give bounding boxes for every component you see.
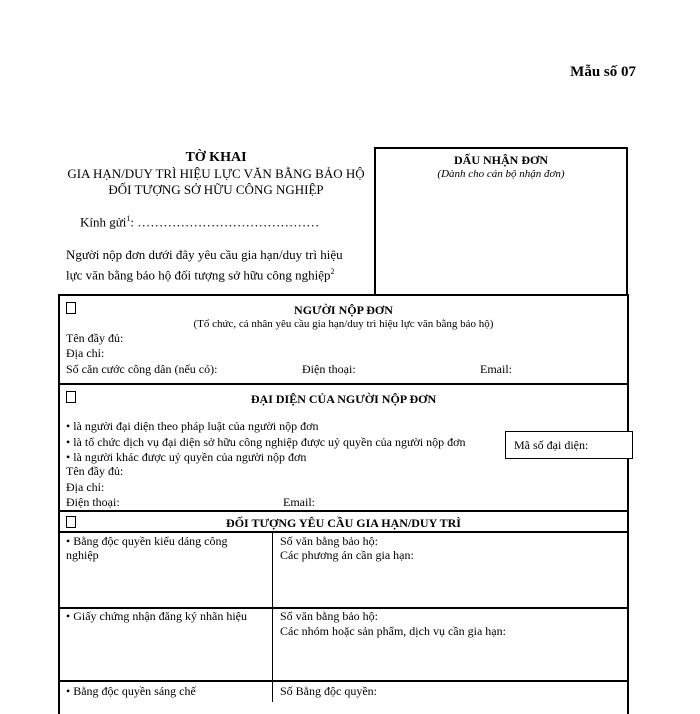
- subject-patent-number: Số Bằng độc quyền:: [280, 684, 377, 698]
- applicant-subtitle: (Tổ chức, cá nhân yêu cầu gia hạn/duy trì hiệu lực văn bằng bảo hộ): [193, 318, 494, 330]
- intro-line-1: Người nộp đơn dưới đây yêu cầu gia hạn/duy trì hiệu: [66, 247, 343, 262]
- subject-certificate-number: Số văn bằng bảo hộ:: [280, 534, 378, 548]
- representative-title: ĐẠI DIỆN CỦA NGƯỜI NỘP ĐƠN: [250, 392, 437, 406]
- subject-title: ĐỐI TƯỢNG YÊU CẦU GIA HẠN/DUY TRÌ: [226, 516, 461, 530]
- divider: [58, 294, 629, 296]
- form-frame: [58, 294, 629, 714]
- applicant-email: Email:: [480, 362, 512, 376]
- divider: [58, 531, 629, 533]
- intro-footnote: 2: [330, 267, 335, 276]
- applicant-id-number: Số căn cước công dân (nếu có):: [66, 362, 218, 376]
- applicant-title: NGƯỜI NỘP ĐƠN: [294, 303, 393, 317]
- subject-type-industrial-design[interactable]: • Bằng độc quyền kiểu dáng công: [66, 534, 228, 549]
- divider: [58, 680, 629, 682]
- representative-option[interactable]: • là người đại diện theo pháp luật của người nộp đơn: [66, 419, 319, 434]
- recipient-dots: : ……………………………………: [130, 214, 320, 230]
- representative-phone: Điện thoại:: [66, 495, 120, 509]
- representative-address: Địa chỉ:: [66, 480, 105, 494]
- form-title: [60, 150, 372, 198]
- recipient-footnote: 1: [126, 214, 131, 223]
- subject-type-patent[interactable]: • Bằng độc quyền sáng chế: [66, 684, 196, 699]
- applicant-full-name: Tên đầy đủ:: [66, 331, 124, 345]
- title-line-1: TỜ KHAI: [185, 150, 247, 165]
- intro-text: [66, 246, 372, 283]
- subject-renewal-options: Các phương án cần gia hạn:: [280, 548, 414, 562]
- stamp-title: DẤU NHẬN ĐƠN: [454, 153, 548, 167]
- representative-option[interactable]: • là tổ chức dịch vụ đại diện sở hữu công nghiệp được uỷ quyền của người nộp đơn: [66, 435, 466, 450]
- stamp-box: [374, 147, 628, 294]
- form-code: Mẫu số 07: [570, 64, 636, 80]
- agent-code-field[interactable]: Mã số đại diện:: [505, 431, 633, 459]
- representative-full-name: Tên đầy đủ:: [66, 464, 124, 478]
- subject-certificate-number: Số văn bằng bảo hộ:: [280, 609, 378, 623]
- applicant-phone: Điện thoại:: [302, 362, 356, 376]
- representative-option[interactable]: • là người khác được uỷ quyền của người nộp đơn: [66, 450, 306, 465]
- title-line-2: GIA HẠN/DUY TRÌ HIỆU LỰC VĂN BẰNG BẢO HỘ: [67, 166, 365, 181]
- subject-type-industrial-design-cont: nghiệp: [66, 548, 99, 562]
- divider: [58, 510, 629, 512]
- divider: [58, 383, 629, 385]
- subject-renewal-classes: Các nhóm hoặc sản phẩm, dịch vụ cần gia hạn:: [280, 624, 506, 638]
- stamp-subtitle: (Dành cho cán bộ nhận đơn): [437, 168, 565, 180]
- applicant-address: Địa chỉ:: [66, 346, 105, 360]
- column-divider: [272, 532, 273, 702]
- representative-email: Email:: [283, 495, 315, 509]
- title-line-3: ĐỐI TƯỢNG SỞ HỮU CÔNG NGHIỆP: [108, 182, 324, 197]
- subject-type-trademark[interactable]: • Giấy chứng nhận đăng ký nhãn hiệu: [66, 609, 247, 624]
- recipient-label: Kính gửi: [80, 214, 127, 230]
- recipient-line: [80, 214, 319, 230]
- intro-line-2: lực văn bằng bảo hộ đối tượng sở hữu công nghiệp: [66, 267, 331, 283]
